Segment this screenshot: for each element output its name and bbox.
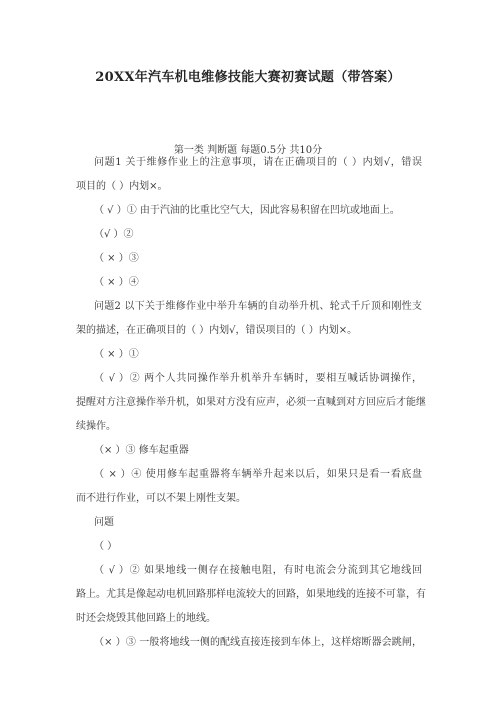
answer-line: （ × ）③	[94, 253, 139, 264]
answer-line-cont: 提醒对方注意操作举升机，如果对方没有应声，必须一直喊到对方回应后才能继	[76, 397, 426, 408]
question-1-text: 问题1 关于维修作业上的注意事项，请在正确项目的（ ）内划√，错误	[94, 157, 422, 168]
question-2-text-cont: 架的描述，在正确项目的（ ）内划√，错误项目的（ ）内划×。	[76, 325, 358, 336]
answer-line-cont: 路上。尤其是像起动电机回路那样电流较大的回路，如果地线的连接不可靠，有	[76, 589, 426, 600]
question-1-text-cont: 项目的（ ）内划×。	[76, 181, 168, 192]
answer-line: （ × ）①	[94, 349, 139, 360]
answer-line: （ × ）④ 使用修车起重器将车辆举升起来以后，如果只是看一看底盘	[94, 469, 422, 480]
answer-line: （ × ）④	[94, 277, 139, 288]
answer-line: （√ ）②	[94, 229, 134, 240]
answer-line: （ √ ）② 如果地线一侧存在接触电阻，有时电流会分流到其它地线回	[94, 565, 422, 576]
answer-line: （× ）③ 一般将地线一侧的配线直接连接到车体上，这样熔断器会跳闸，	[94, 637, 422, 648]
question-2-text: 问题2 以下关于维修作业中举升车辆的自动举升机、轮式千斤顶和刚性支	[94, 301, 422, 312]
answer-line-cont: 续操作。	[76, 421, 116, 432]
answer-line-cont: 而不进行作业，可以不架上刚性支架。	[76, 493, 246, 504]
section-header: 第一类 判断题 每题0.5分 共10分	[173, 145, 323, 156]
answer-line: （ √ ）② 两个人共同操作举升机举升车辆时，要相互喊话协调操作，	[94, 373, 422, 384]
answer-line: （ ）	[94, 541, 118, 552]
answer-line: （ √ ）① 由于汽油的比重比空气大，因此容易积留在凹坑或地面上。	[94, 205, 400, 216]
answer-line-cont: 时还会烧毁其他回路上的地线。	[76, 613, 216, 624]
answer-line: （× ）③ 修车起重器	[94, 445, 189, 456]
question-3-label: 问题	[94, 517, 114, 528]
document-title: 20XX年汽车机电维修技能大赛初赛试题（带答案）	[95, 70, 401, 85]
